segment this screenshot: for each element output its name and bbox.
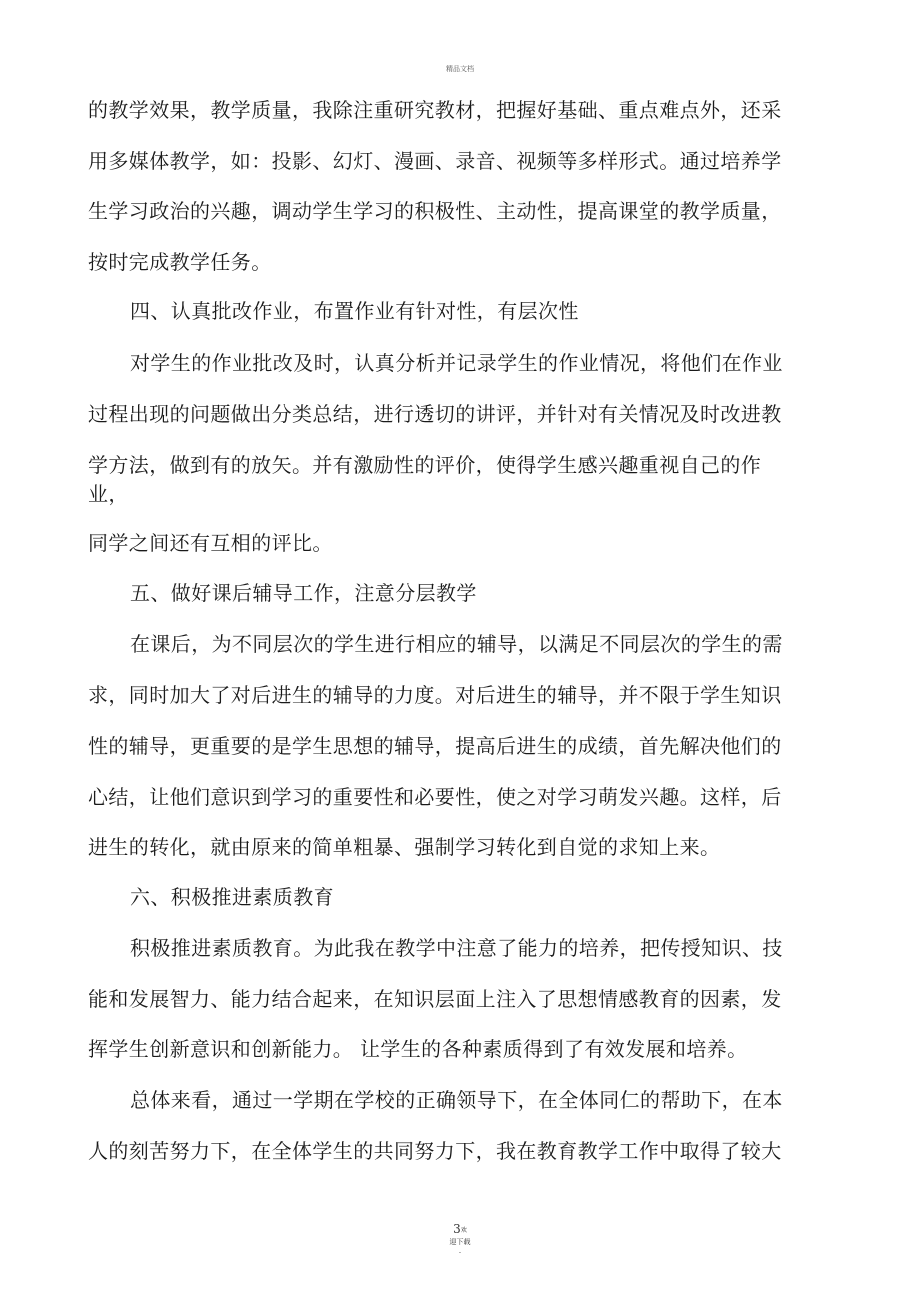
paragraph-line: 性的辅导，更重要的是学生思想的辅导，提高后进生的成绩，首先解决他们的 — [88, 734, 782, 758]
page-number-value: 3 — [453, 1222, 461, 1236]
section-heading-4: 四、认真批改作业，布置作业有针对性，有层次性 — [130, 299, 579, 323]
paragraph-line: 业， — [88, 482, 129, 506]
paragraph-line: 能和发展智力、能力结合起来，在知识层面上注入了思想情感教育的因素，发 — [88, 987, 782, 1011]
paragraph-line: 进生的转化，就由原来的简单粗暴、强制学习转化到自觉的求知上来。 — [88, 835, 721, 859]
paragraph-line: 总体来看，通过一学期在学校的正确领导下，在全体同仁的帮助下，在本 — [130, 1088, 783, 1112]
paragraph-line: 积极推进素质教育。为此我在教学中注意了能力的培养，把传授知识、技 — [130, 936, 783, 960]
paragraph-line: 同学之间还有互相的评比。 — [88, 531, 333, 555]
paragraph-line: 挥学生创新意识和创新能力。 让学生的各种素质得到了有效发展和培养。 — [88, 1037, 748, 1061]
paragraph-line: 心结，让他们意识到学习的重要性和必要性，使之对学习萌发兴趣。这样，后 — [88, 785, 782, 809]
page-number-suffix: 欢 — [460, 1227, 467, 1234]
paragraph-line: 学方法，做到有的放矢。并有激励性的评价，使得学生感兴趣重视自己的作 — [88, 453, 762, 477]
paragraph-line: 的教学效果，教学质量，我除注重研究教材，把握好基础、重点难点外，还采 — [88, 98, 782, 122]
header-watermark: 精品文档 — [446, 65, 474, 73]
footer-dot: . — [458, 1247, 462, 1255]
paragraph-line: 在课后，为不同层次的学生进行相应的辅导，以满足不同层次的学生的需 — [130, 632, 783, 656]
section-heading-6: 六、积极推进素质教育 — [130, 885, 334, 909]
page-number — [0, 1222, 920, 1236]
paragraph-line: 对学生的作业批改及时，认真分析并记录学生的作业情况，将他们在作业 — [130, 351, 783, 375]
paragraph-line: 过程出现的问题做出分类总结，进行透切的讲评，并针对有关情况及时改进教 — [88, 402, 782, 426]
section-heading-5: 五、做好课后辅导工作，注意分层教学 — [130, 581, 477, 605]
paragraph-line: 人的刻苦努力下，在全体学生的共同努力下，我在教育教学工作中取得了较大 — [88, 1139, 782, 1163]
paragraph-line: 求，同时加大了对后进生的辅导的力度。对后进生的辅导，并不限于学生知识 — [88, 683, 782, 707]
paragraph-line: 用多媒体教学，如：投影、幻灯、漫画、录音、视频等多样形式。通过培养学 — [88, 149, 782, 173]
paragraph-line: 按时完成教学任务。 — [88, 250, 272, 274]
footer-download-text: 迎下载 — [449, 1238, 471, 1246]
paragraph-line: 生学习政治的兴趣，调动学生学习的积极性、主动性，提高课堂的教学质量， — [88, 199, 782, 223]
